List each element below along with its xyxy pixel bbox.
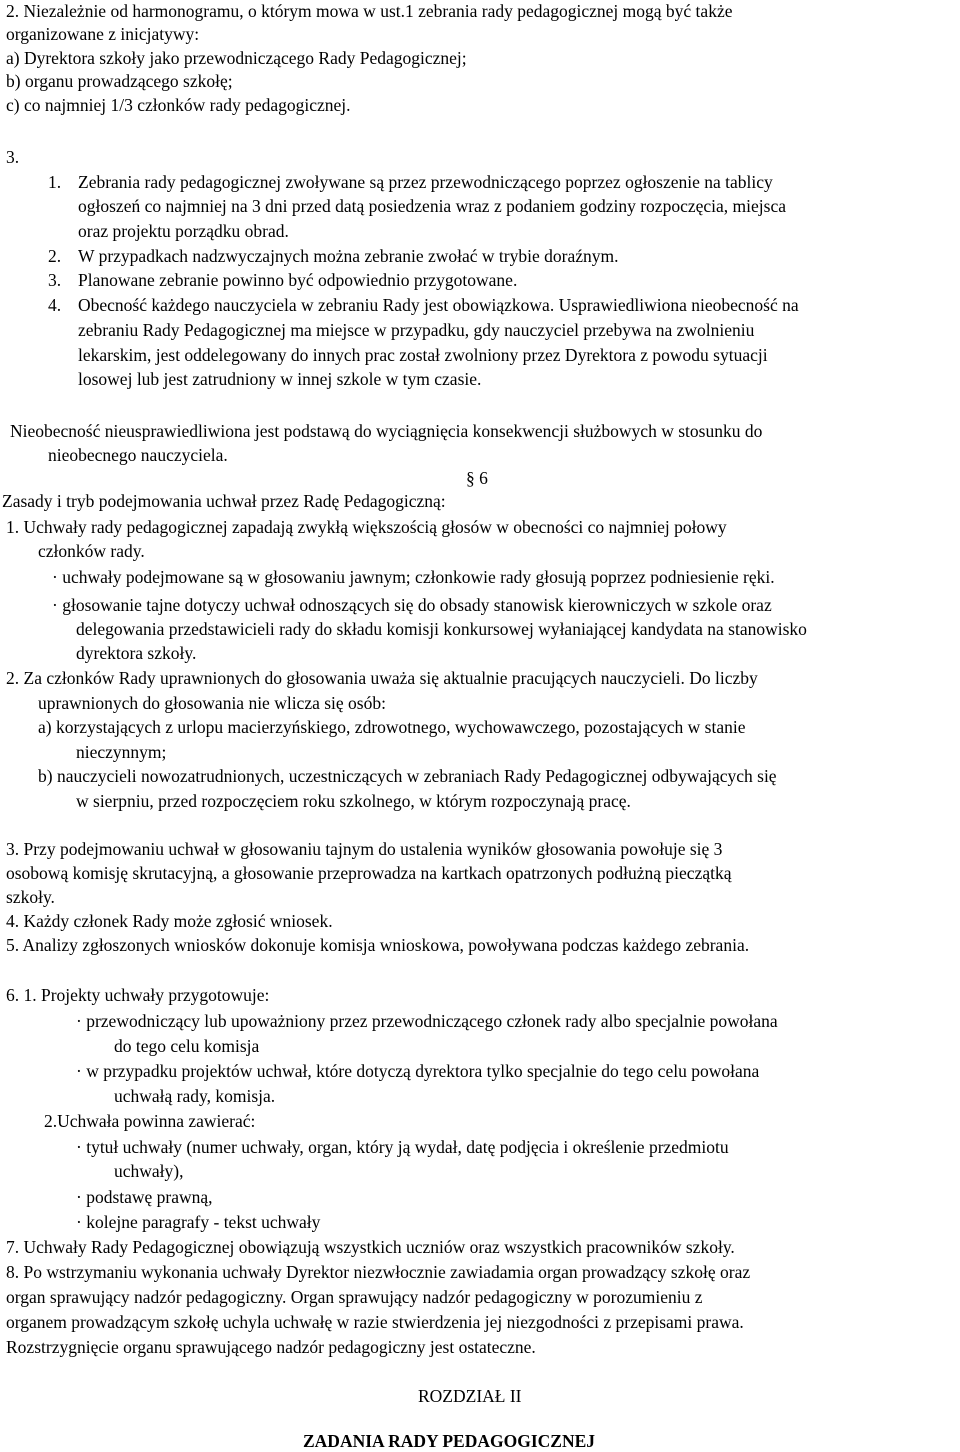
- section3-p4-line2: zebraniu Rady Pedagogicznej ma miejsce w przypadku, gdy nauczyciel przebywa na zwolnieniu: [78, 320, 755, 340]
- paragraph-sign: § 6: [466, 468, 488, 488]
- para6-bullet2-line3: dyrektora szkoły.: [76, 643, 197, 663]
- section3-p2-number: 2.: [48, 246, 62, 266]
- para6-item6-bullet1-line1: · przewodniczący lub upoważniony przez przewodniczącego członek rady albo specjalnie powołana: [76, 1011, 778, 1031]
- chapter-number: ROZDZIAŁ II: [418, 1386, 522, 1406]
- para6-item8-line1: 8. Po wstrzymaniu wykonania uchwały Dyrektor niezwłocznie zawiadamia organ prowadzący szkołę oraz: [6, 1262, 751, 1282]
- para6-item2-line1: 2. Za członków Rady uprawnionych do głosowania uważa się aktualnie pracujących nauczycieli. Do liczby: [6, 668, 758, 688]
- section3-p1-line2: ogłoszeń co najmniej na 3 dni przed datą posiedzenia wraz z podaniem godziny rozpoczęcia, miejsca: [78, 196, 786, 216]
- para6-item6-sub2-bullet1-line2: uchwały),: [114, 1161, 184, 1181]
- para6-item3-line2: osobową komisję skrutacyjną, a głosowanie przeprowadza na kartkach opatrzonych podłużną pieczątką: [6, 863, 732, 883]
- section3-number: 3.: [6, 147, 20, 167]
- section3-p4-line1: Obecność każdego nauczyciela w zebraniu Rady jest obowiązkowa. Usprawiedliwiona nieobecność na: [78, 295, 799, 315]
- section3-p3: Planowane zebranie powinno być odpowiednio przygotowane.: [78, 270, 518, 290]
- section3-p1-line3: oraz projektu porządku obrad.: [78, 221, 289, 241]
- para6-item6-sub2-bullet3: · kolejne paragrafy - tekst uchwały: [76, 1212, 321, 1232]
- para6-item6: 6. 1. Projekty uchwały przygotowuje:: [6, 985, 270, 1005]
- para6-item3-line3: szkoły.: [6, 887, 55, 907]
- para6-item7: 7. Uchwały Rady Pedagogicznej obowiązują wszystkich uczniów oraz wszystkich pracowników szkoły.: [6, 1237, 735, 1257]
- absence-line1: Nieobecność nieusprawiedliwiona jest podstawą do wyciągnięcia konsekwencji służbowych w stosunku do: [10, 421, 763, 441]
- section3-p4-line3: lekarskim, jest oddelegowany do innych prac został zwolniony przez Dyrektora z powodu sytuacji: [78, 345, 768, 365]
- section3-p3-number: 3.: [48, 270, 62, 290]
- para6-item8-line4: Rozstrzygnięcie organu sprawującego nadzór pedagogiczny jest ostateczne.: [6, 1337, 536, 1357]
- para6-item2a-line1: a) korzystających z urlopu macierzyńskiego, zdrowotnego, wychowawczego, pozostających w stanie: [38, 717, 746, 737]
- para6-item1-line1: 1. Uchwały rady pedagogicznej zapadają zwykłą większością głosów w obecności co najmniej połowy: [6, 517, 727, 537]
- para6-item2b-line1: b) nauczycieli nowozatrudnionych, uczestniczących w zebraniach Rady Pedagogicznej odbywających się: [38, 766, 777, 786]
- para6-item1-line2: członków rady.: [38, 541, 145, 561]
- para6-item6-sub2: 2.Uchwała powinna zawierać:: [44, 1111, 256, 1131]
- para6-item2a-line2: nieczynnym;: [76, 742, 167, 762]
- section2-item-b: b) organu prowadzącego szkołę;: [6, 71, 233, 91]
- para6-item6-sub2-bullet1-line1: · tytuł uchwały (numer uchwały, organ, który ją wydał, datę podjęcia i określenie przedmiotu: [76, 1137, 729, 1157]
- section3-p4-number: 4.: [48, 295, 62, 315]
- para6-bullet1: · uchwały podejmowane są w głosowaniu jawnym; członkowie rady głosują poprzez podniesienie ręki.: [52, 567, 775, 587]
- para6-item4: 4. Każdy członek Rady może zgłosić wniosek.: [6, 911, 333, 931]
- section3-p4-line4: losowej lub jest zatrudniony w innej szkole w tym czasie.: [78, 369, 482, 389]
- section2-item-c: c) co najmniej 1/3 członków rady pedagogicznej.: [6, 95, 351, 115]
- para6-bullet2-line2: delegowania przedstawicieli rady do składu komisji konkursowej wyłaniającej kandydata na stanowisko: [76, 619, 807, 639]
- para6-item2-line2: uprawnionych do głosowania nie wlicza się osób:: [38, 693, 386, 713]
- section2-line2: organizowane z inicjatywy:: [6, 24, 200, 44]
- para6-item6-sub2-bullet2: · podstawę prawną,: [76, 1187, 213, 1207]
- section3-p1-line1: Zebrania rady pedagogicznej zwoływane są przez przewodniczącego poprzez ogłoszenie na tablicy: [78, 172, 773, 192]
- absence-line2: nieobecnego nauczyciela.: [48, 445, 228, 465]
- para6-bullet2-line1: · głosowanie tajne dotyczy uchwał odnoszących się do obsady stanowisk kierowniczych w szkole oraz: [52, 595, 772, 615]
- chapter-title: ZADANIA RADY PEDAGOGICZNEJ: [303, 1431, 596, 1451]
- para6-item6-bullet2-line1: · w przypadku projektów uchwał, które dotyczą dyrektora tylko specjalnie do tego celu powołana: [76, 1061, 760, 1081]
- para6-item5: 5. Analizy zgłoszonych wniosków dokonuje komisja wnioskowa, powoływana podczas każdego zebrania.: [6, 935, 750, 955]
- para6-item6-bullet1-line2: do tego celu komisja: [114, 1036, 260, 1056]
- para6-item8-line2: organ sprawujący nadzór pedagogiczny. Organ sprawujący nadzór pedagogiczny w porozumieniu z: [6, 1287, 703, 1307]
- para6-item2b-line2: w sierpniu, przed rozpoczęciem roku szkolnego, w którym rozpoczynają pracę.: [76, 791, 631, 811]
- section2-item-a: a) Dyrektora szkoły jako przewodniczącego Rady Pedagogicznej;: [6, 48, 467, 68]
- section3-p1-number: 1.: [48, 172, 62, 192]
- para6-item6-bullet2-line2: uchwałą rady, komisja.: [114, 1086, 276, 1106]
- section2-line1: 2. Niezależnie od harmonogramu, o którym mowa w ust.1 zebrania rady pedagogicznej mogą być także: [6, 1, 733, 21]
- para6-item3-line1: 3. Przy podejmowaniu uchwał w głosowaniu tajnym do ustalenia wyników głosowania powołuje się 3: [6, 839, 723, 859]
- paragraph6-title: Zasady i tryb podejmowania uchwał przez Radę Pedagogiczną:: [2, 491, 446, 511]
- section3-p2: W przypadkach nadzwyczajnych można zebranie zwołać w trybie doraźnym.: [78, 246, 619, 266]
- para6-item8-line3: organem prowadzącym szkołę uchyla uchwałę w razie stwierdzenia jej niezgodności z przepisami prawa.: [6, 1312, 744, 1332]
